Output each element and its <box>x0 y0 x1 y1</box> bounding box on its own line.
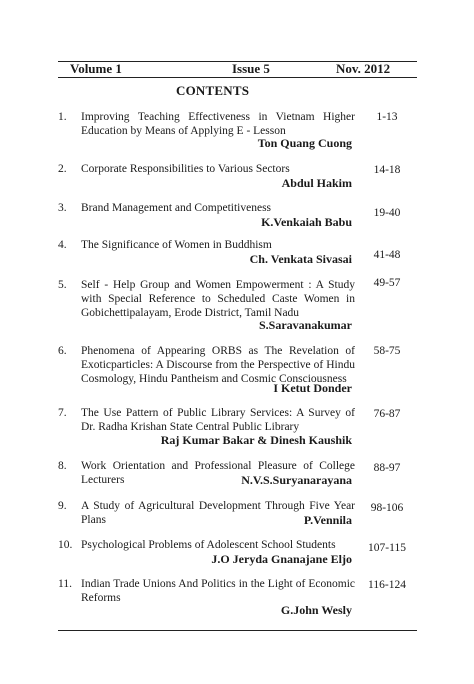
entry-pages: 116-124 <box>368 579 406 591</box>
entry-number: 6. <box>58 345 67 357</box>
entry-author: J.O Jeryda Gnanajane Eljo <box>211 552 352 566</box>
entry-title: Psychological Problems of Adolescent School Students <box>81 539 336 551</box>
entry-author: S.Saravanakumar <box>258 318 352 332</box>
entry-title: The Significance of Women in Buddhism <box>81 239 272 251</box>
entry-author: P.Vennila <box>303 513 352 527</box>
entry-author: I Ketut Donder <box>273 381 352 395</box>
entry-author: Ch. Venkata Sivasai <box>249 252 352 266</box>
header-bottom-rule <box>58 77 417 78</box>
entry-number: 1. <box>58 111 67 123</box>
entry-title: The Use Pattern of Public Library Services: A Survey of Dr. Radha Krishan State Central Public Library <box>81 407 355 433</box>
entry-pages: 107-115 <box>368 542 406 554</box>
footer-rule <box>58 630 417 631</box>
entry-author: Raj Kumar Bakar & Dinesh Kaushik <box>160 433 352 447</box>
entry-title: Work Orientation and Professional Pleasure of College Lecturers <box>81 460 355 486</box>
entry-pages: 58-75 <box>373 345 401 357</box>
entry-pages: 1-13 <box>376 111 398 123</box>
issue-label: Issue 5 <box>232 61 270 76</box>
entry-pages: 19-40 <box>373 207 401 219</box>
entry-number: 9. <box>58 500 67 512</box>
entry-number: 8. <box>58 460 67 472</box>
entry-author: G.John Wesly <box>280 603 352 617</box>
entry-number: 11. <box>58 578 72 590</box>
entry-number: 7. <box>58 407 67 419</box>
contents-heading: CONTENTS <box>176 83 250 98</box>
entry-pages: 49-57 <box>373 277 401 289</box>
entry-author: Ton Quang Cuong <box>257 136 352 150</box>
entry-number: 10. <box>58 539 73 551</box>
entry-author: N.V.S.Suryanarayana <box>241 473 352 487</box>
entry-pages: 88-97 <box>373 462 401 474</box>
entry-title: Indian Trade Unions And Politics in the Light of Economic Reforms <box>81 578 355 604</box>
entry-title: Corporate Responsibilities to Various Sectors <box>81 163 290 175</box>
entry-pages: 41-48 <box>373 249 401 261</box>
entry-author: K.Venkaiah Babu <box>261 215 352 229</box>
entry-title: A Study of Agricultural Development Through Five Year Plans <box>81 500 355 526</box>
entry-number: 3. <box>58 202 67 214</box>
entry-author: Abdul Hakim <box>281 176 352 190</box>
volume-label: Volume 1 <box>70 61 122 76</box>
entry-title: Improving Teaching Effectiveness in Vietnam Higher Education by Means of Applying E - Lesson <box>81 111 355 137</box>
entry-pages: 76-87 <box>373 408 401 420</box>
entry-number: 5. <box>58 279 67 291</box>
issue-date: Nov. 2012 <box>336 61 391 76</box>
entry-pages: 98-106 <box>370 502 404 514</box>
entry-number: 2. <box>58 163 67 175</box>
entry-title: Self - Help Group and Women Empowerment : A Study with Special Reference to Scheduled Caste Women in Gobichettipalayam, Erode District, Tamil Nadu <box>81 279 355 319</box>
entry-title: Phenomena of Appearing ORBS as The Revelation of Exoticparticles: A Discourse from the Perspective of Hindu Cosmology, Hindu Pantheism and Cosmic Consciousness <box>81 345 355 385</box>
entry-pages: 14-18 <box>373 164 401 176</box>
entry-title: Brand Management and Competitiveness <box>81 202 272 214</box>
entry-number: 4. <box>58 239 67 251</box>
